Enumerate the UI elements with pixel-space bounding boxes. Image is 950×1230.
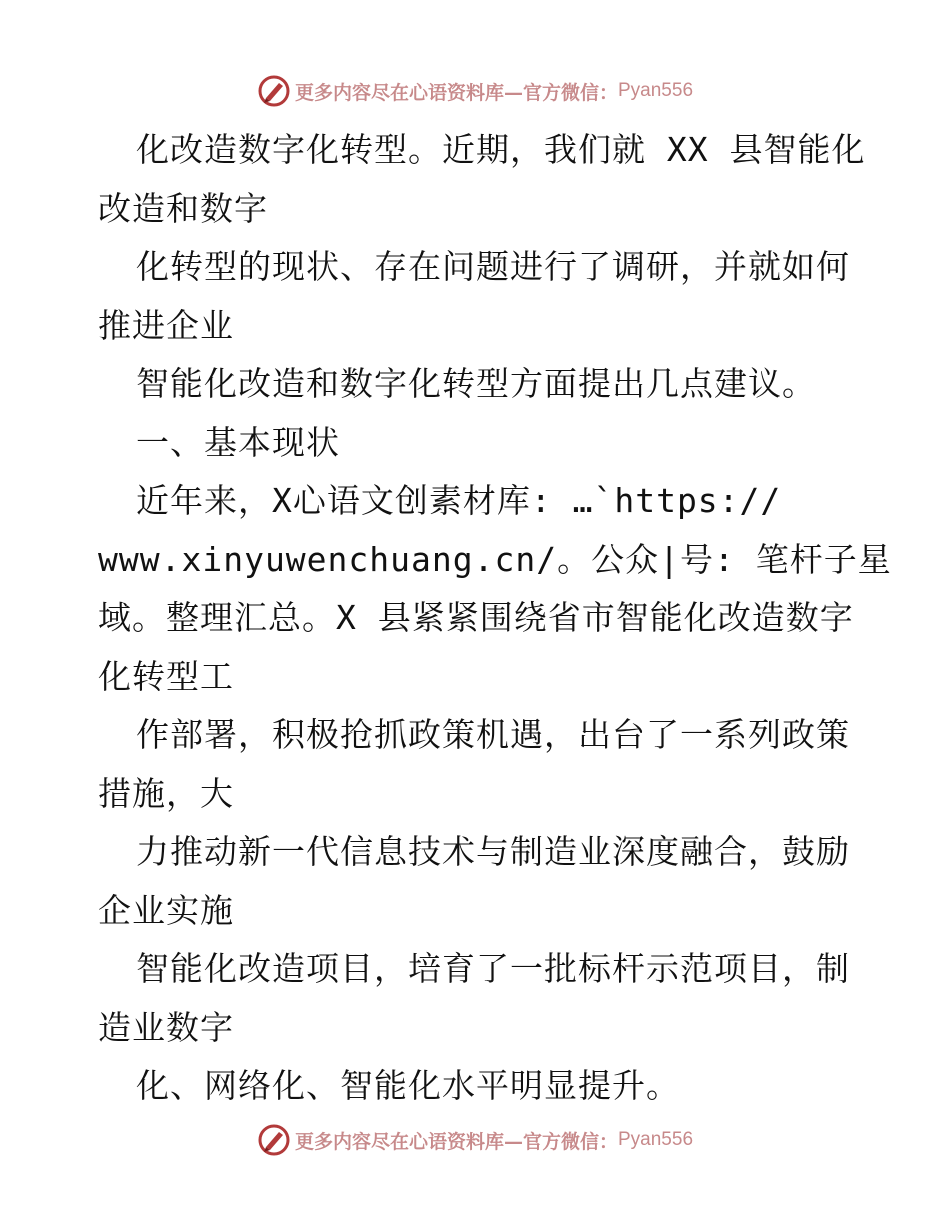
pen-logo-icon (257, 1123, 291, 1157)
text-line: 智能化改造项目，培育了一批标杆示范项目，制 (136, 949, 850, 988)
document-body (98, 121, 892, 1116)
footer-watermark-text: 更多内容尽在心语资料库—官方微信： (294, 1130, 618, 1153)
header-watermark-text: 更多内容尽在心语资料库—官方微信： (294, 81, 618, 104)
footer-watermark-banner (0, 1120, 950, 1160)
text-line: 智能化改造和数字化转型方面提出几点建议。 (136, 364, 816, 403)
text-line: 造业数字 (98, 1007, 234, 1047)
text-line: 措施，大 (98, 773, 234, 813)
section-heading: 一、基本现状 (136, 422, 340, 462)
footer-watermark-wechat-id: Pyan556 (618, 1129, 694, 1150)
header-watermark-wechat-id: Pyan556 (618, 80, 694, 101)
text-line: 化、网络化、智能化水平明显提升。 (136, 1066, 680, 1105)
text-line: 近年来，X心语文创素材库: …`https:// (136, 481, 782, 520)
text-line: www.xinyuwenchuang.cn/。公众|号: 笔杆子星 (98, 539, 892, 579)
text-line: 化转型的现状、存在问题进行了调研，并就如何 (136, 247, 850, 286)
text-line: 力推动新一代信息技术与制造业深度融合，鼓励 (136, 832, 850, 871)
text-line: 推进企业 (98, 305, 234, 345)
text-line: 改造和数字 (98, 188, 268, 228)
header-watermark-banner (0, 71, 950, 111)
text-line: 域。整理汇总。X 县紧紧围绕省市智能化改造数字 (98, 598, 854, 637)
pen-logo-icon (257, 74, 291, 108)
text-line: 化改造数字化转型。近期，我们就 XX 县智能化 (136, 130, 866, 169)
text-line: 企业实施 (98, 890, 234, 930)
text-line: 作部署，积极抢抓政策机遇，出台了一系列政策 (136, 715, 850, 754)
text-line: 化转型工 (98, 656, 234, 696)
